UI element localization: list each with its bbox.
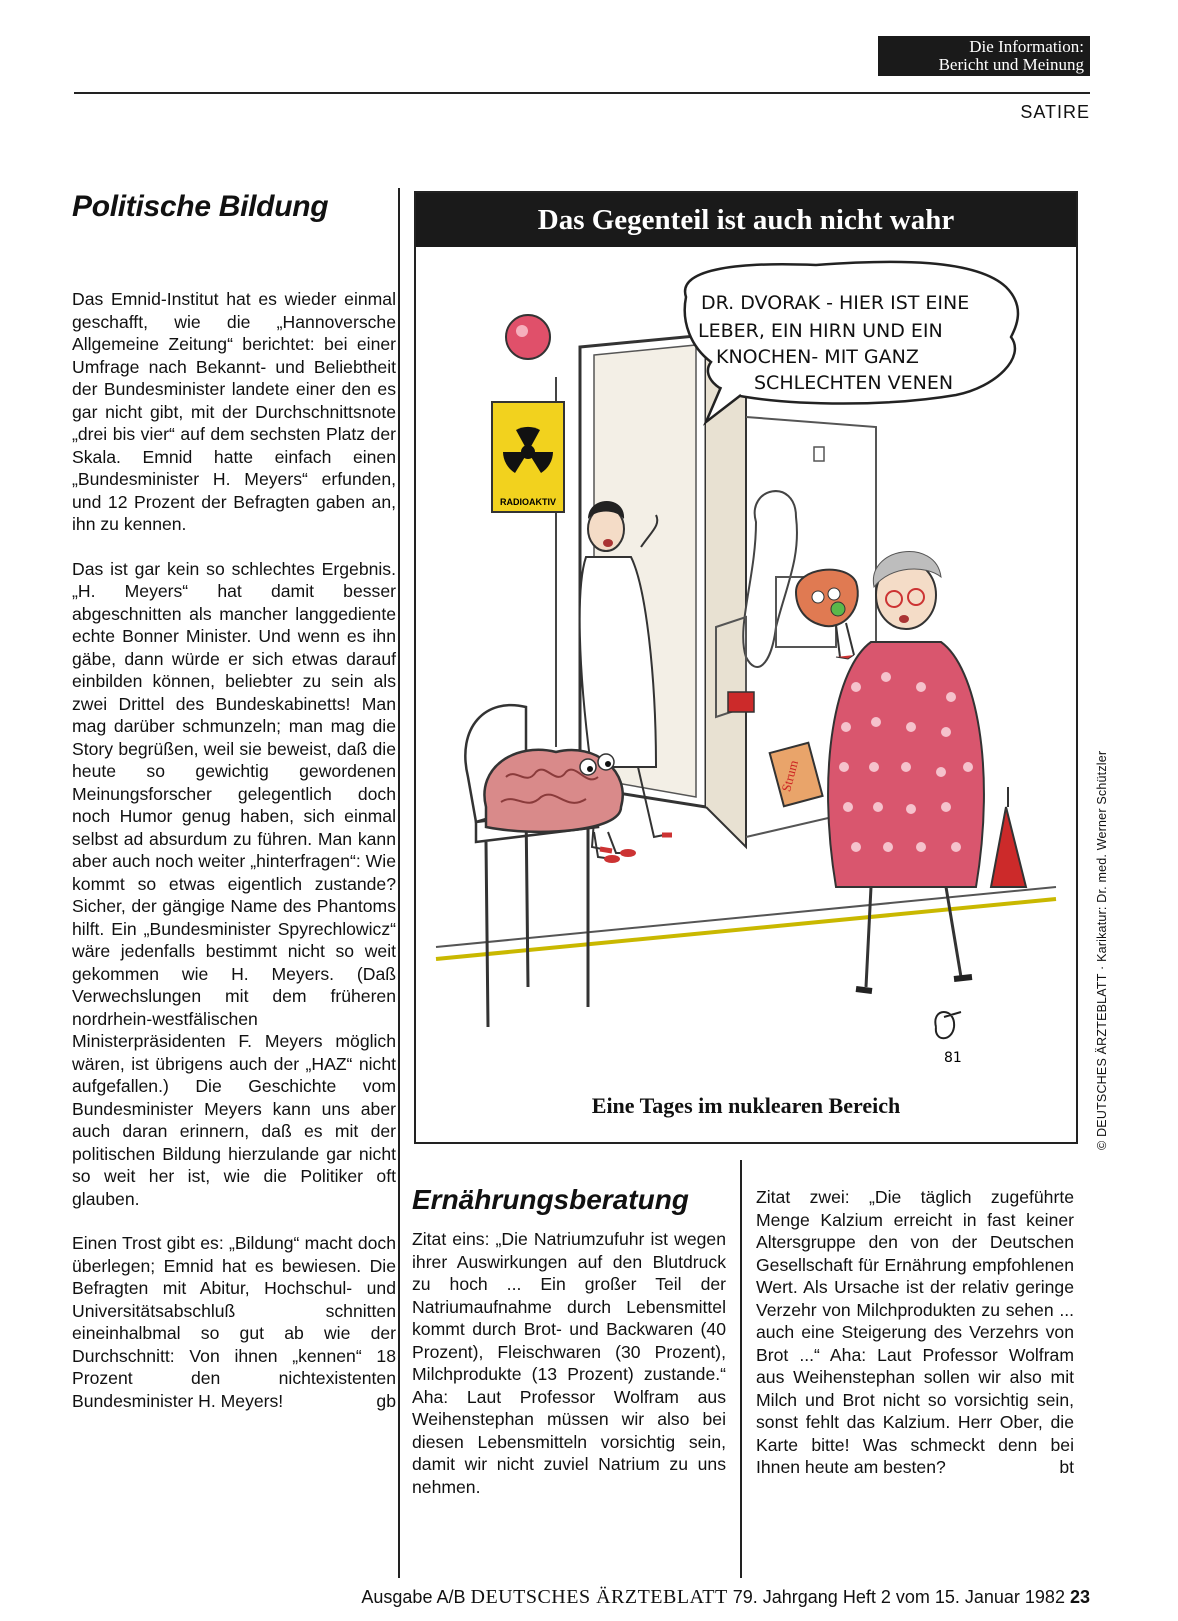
artist-signature (935, 1012, 961, 1066)
liver-character (796, 570, 858, 659)
speech-line-2: LEBER, EIN HIRN UND EIN (698, 320, 943, 342)
section-label-box (878, 36, 1090, 76)
article-politische-bildung (72, 190, 396, 1412)
article-ernaehrungsberatung (412, 1184, 726, 1498)
category-label: SATIRE (1020, 102, 1090, 122)
article-title: Politische Bildung (72, 190, 329, 223)
section-label-line1: Die Information: (969, 37, 1084, 56)
footer-magazine: DEUTSCHES ÄRZTEBLATT (470, 1586, 728, 1608)
alarm-light (506, 315, 550, 359)
radioactive-sign (492, 402, 564, 512)
column-divider-right (740, 1160, 742, 1578)
cartoon-caption: Eine Tages im nuklearen Bereich (591, 1093, 901, 1118)
article-title-ernaehrung: Ernährungsberatung (412, 1184, 689, 1215)
paragraph-3 (72, 1232, 396, 1412)
author-signature: gb (376, 1390, 396, 1411)
author-signature-right: bt (1059, 1457, 1074, 1477)
footer-issue: 79. Jahrgang Heft 2 vom 15. Januar 1982 (732, 1587, 1065, 1607)
page-number: 23 (1069, 1587, 1090, 1607)
article-mid-text: Zitat eins: „Die Natriumzufuhr ist wegen ihrer Auswirkungen auf den Blutdruck zu hoch ... Ein großer Teil der Natriumaufnahme durch Lebensmittel kommt durch Brot- und Backwaren (40 Prozent), Fleischwaren (30 Prozent), Milchprodukte (13 Prozent) zustande.“ Aha: Laut Professor Wolfram aus Weihenstephan müssen wir also bei diesen Lebensmitteln vorsichtig sein, damit wir nicht zuviel Natrium zu uns nehmen. (412, 1229, 726, 1497)
cartoon-title: Das Gegenteil ist auch nicht wahr (416, 193, 1076, 247)
speech-line-3: KNOCHEN- MIT GANZ (716, 346, 919, 368)
article-right-text (756, 1186, 1074, 1479)
header-rule (74, 92, 1090, 94)
cartoon-credit: © DEUTSCHES ÄRZTEBLATT · Karikatur: Dr. med. Werner Schützler (1095, 750, 1109, 1150)
paragraph-2: Das ist gar kein so schlechtes Ergebnis. „H. Meyers“ hat damit besser abgeschnitten als mancher langgediente echte Bonner Minister. Und wenn es ihn gäbe, dann würde er sich etwas darauf einbilden können, beliebter zu sein als zwei Drittel des Bundeskabinetts! Man mag darüber schmunzeln; man mag die Story begrüßen, weil sie beweist, daß die heute so gewichtig gewordenen Meinungsforscher gelegentlich doch noch Humor genug haben, sich einmal selbst ad absurdum zu führen. Man kann aber auch noch weiter „hinterfragen“: Wie kommt so etwas eigentlich zustande? Sicher, der gängige Name des Phantoms hilft. Ein „Bundesminister Spyrechlowicz“ wäre jedenfalls bestimmt nicht so weit gekommen wie H. Meyers. (Daß Verwechslungen mit dem früheren nordrhein-westfälischen Ministerpräsidenten F. Meyers möglich wären, ist übrigens auch der „HAZ“ nicht aufgefallen.) Die Geschichte vom Bundesminister Meyers kann uns aber auch daran erinnern, daß es mit der politischen Bildung hierzulande gar nicht so weit her ist, wie die Politiker oft glauben. (72, 558, 396, 1209)
speech-line-4: SCHLECHTEN VENEN (754, 372, 954, 394)
artist-year: 81 (944, 1050, 962, 1066)
footer-edition: Ausgabe A/B (361, 1587, 466, 1607)
page-footer (0, 1586, 1090, 1609)
speech-bubble (685, 262, 1018, 422)
paragraph-1: Das Emnid-Institut hat es wieder einmal geschafft, wie die „Hannoversche Allgemeine Zeitung“ berichtet: bei einer Umfrage nach Bekannt- und Beliebtheit der Bundesminister landete einer den es gar nicht gibt, mit der Durchschnittsnote „drei bis vier“ auf dem sechsten Platz der Skala. Emnid hatte einfach einen „Bundesminister H. Meyers“ erfunden, und 12 Prozent der Befragten gaben an, ihn zu kennen. (72, 289, 396, 534)
cartoon-illustration (416, 247, 1076, 1087)
cartoon-frame (414, 191, 1078, 1144)
article-right-body: Zitat zwei: „Die täglich zugeführte Menge Kalzium erreicht in fast keiner Altersgruppe den von der Deutschen Gesellschaft für Ernährung empfohlenen Wert. Als Ursache ist der relativ geringe Verzehr von Milchprodukten zu sehen ... auch eine Steigerung des Verzehrs von Brot ...“ Aha: Laut Professor Wolfram aus Weihenstephan sollen wir also mit Milch und Brot nicht so vorsichtig sein, sonst fehlt das Kalzium. Herr Ober, die Karte bitte! Was schmeckt denn bei Ihnen heute am besten? (756, 1187, 1074, 1477)
sign-label: RADIOAKTIV (500, 497, 556, 507)
brain-character (484, 750, 636, 863)
article-ernaehrung-continued (756, 1186, 1074, 1479)
section-label-line2: Bericht und Meinung (938, 55, 1084, 74)
paragraph-3-text: Einen Trost gibt es: „Bildung“ macht doch überlegen; Emnid hat es bewiesen. Die Befragten mit Abitur, Hochschul- und Universitätsabschluß schnitten eineinhalbmal so gut ab wie der Durchschnitt: Von ihnen „kennen“ 18 Prozent den nichtexistenten Bundesminister H. Meyers! (72, 1233, 396, 1411)
bag-label: Strum (778, 758, 802, 794)
column-divider-left (398, 188, 400, 1578)
speech-line-1: DR. DVORAK - HIER IST EINE (701, 292, 970, 314)
